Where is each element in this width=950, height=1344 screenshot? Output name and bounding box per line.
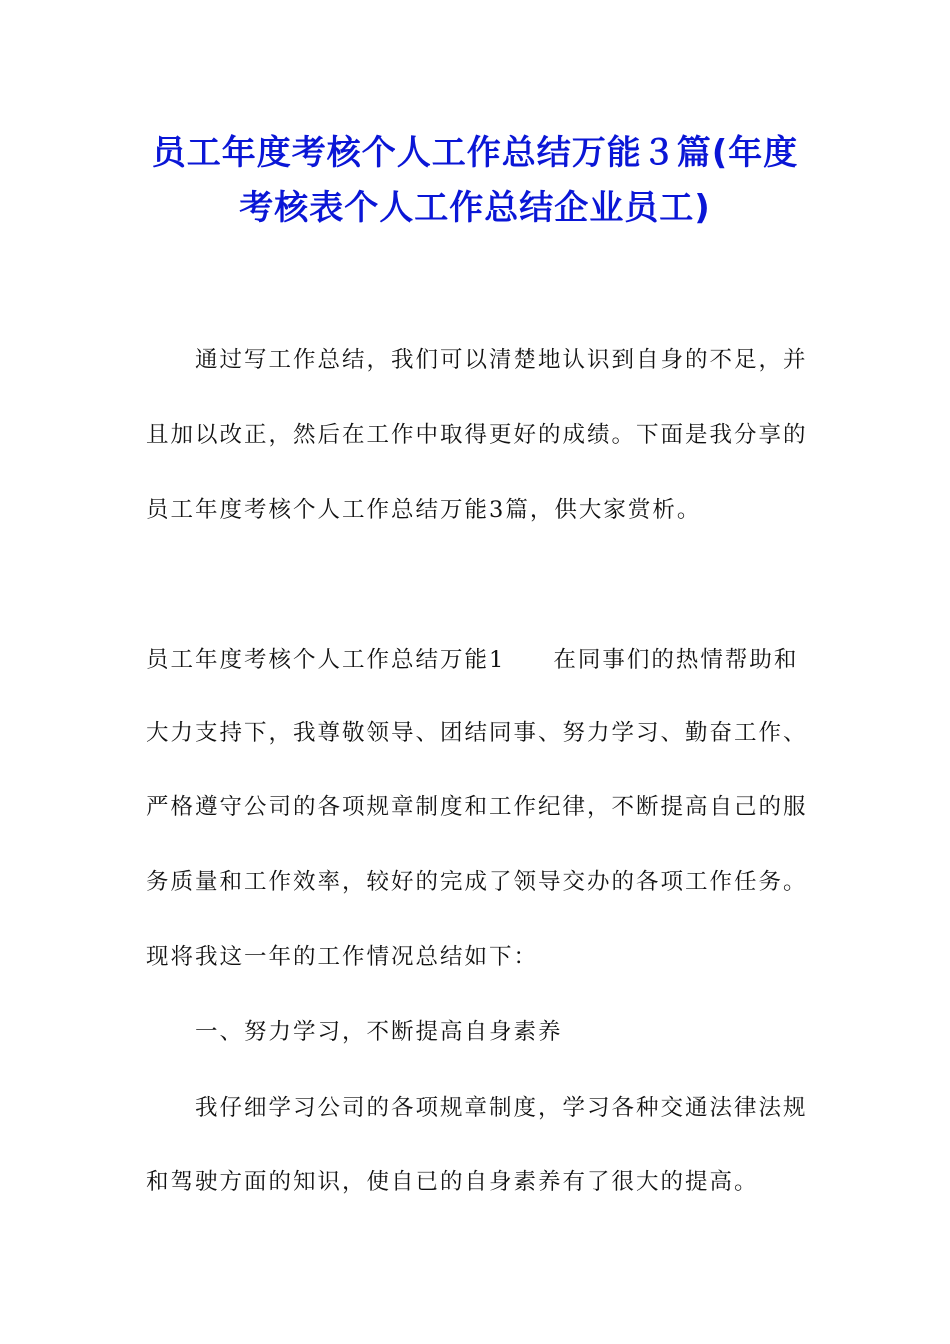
intro-line-1: 通过写工作总结，我们可以清楚地认识到自身的不足，并 <box>195 347 808 373</box>
section-1-para-line-2: 和驾驶方面的知识，使自已的自身素养有了很大的提高。 <box>146 1169 759 1195</box>
document-title-line-2: 考核表个人工作总结企业员工) <box>239 188 711 228</box>
section-1-subheading: 一、努力学习，不断提高自身素养 <box>195 1019 563 1045</box>
section-1-line-3: 严格遵守公司的各项规章制度和工作纪律，不断提高自己的服 <box>146 794 808 820</box>
intro-line-3: 员工年度考核个人工作总结万能3篇，供大家赏析。 <box>146 497 702 523</box>
section-1-first-line <box>146 645 806 675</box>
document-title-line-1: 员工年度考核个人工作总结万能３篇(年度 <box>151 133 799 173</box>
section-1-line-2: 大力支持下，我尊敬领导、团结同事、努力学习、勤奋工作、 <box>146 720 808 746</box>
section-1-line-5: 现将我这一年的工作情况总结如下： <box>146 944 539 970</box>
section-1-para-line-1: 我仔细学习公司的各项规章制度，学习各种交通法律法规 <box>195 1095 808 1121</box>
intro-line-2: 且加以改正，然后在工作中取得更好的成绩。下面是我分享的 <box>146 422 808 448</box>
section-1-heading: 员工年度考核个人工作总结万能1 <box>146 647 506 673</box>
section-1-line-4: 务质量和工作效率，较好的完成了领导交办的各项工作任务。 <box>146 869 808 895</box>
section-1-first-line-rest: 在同事们的热情帮助和 <box>553 647 799 673</box>
